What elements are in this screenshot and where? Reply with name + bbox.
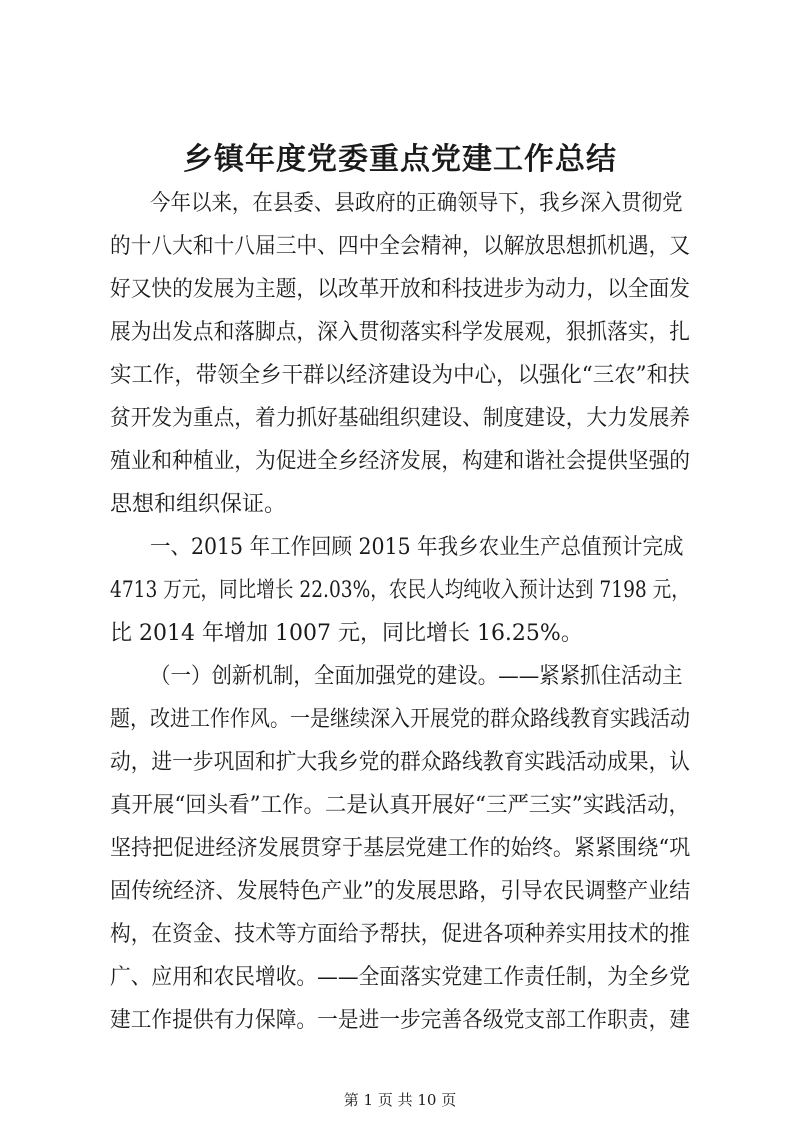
paragraph-line: 固传统经济、发展特色产业”的发展思路，引导农民调整产业结 xyxy=(110,879,691,904)
paragraph-line: 的十八大和十八届三中、四中全会精神，以解放思想抓机遇，又 xyxy=(110,234,691,259)
paragraph-line: 今年以来，在县委、县政府的正确领导下，我乡深入贯彻党 xyxy=(150,191,683,216)
paragraph-line: 4713 万元，同比增长 22.03%，农民人均纯收入预计达到 7198 元， xyxy=(110,578,690,603)
paragraph-line: 贫开发为重点，着力抓好基础组织建设、制度建设，大力发展养 xyxy=(110,406,691,431)
paragraph-line: 思想和组织保证。 xyxy=(110,492,287,517)
paragraph-line: 题，改进工作作风。一是继续深入开展党的群众路线教育实践活动 xyxy=(110,707,691,732)
paragraph-line: 殖业和种植业，为促进全乡经济发展，构建和谐社会提供坚强的 xyxy=(110,449,691,474)
paragraph-line: 构，在资金、技术等方面给予帮扶，促进各项种养实用技术的推 xyxy=(110,922,691,947)
paragraph-line: 动，进一步巩固和扩大我乡党的群众路线教育实践活动成果，认 xyxy=(110,750,691,775)
paragraph-line: 比 2014 年增加 1007 元，同比增长 16.25%。 xyxy=(110,621,583,646)
paragraph-line: 好又快的发展为主题，以改革开放和科技进步为动力，以全面发 xyxy=(110,277,691,302)
paragraph-line: 真开展“回头看”工作。二是认真开展好“三严三实”实践活动， xyxy=(110,793,690,818)
paragraph-line: 建工作提供有力保障。一是进一步完善各级党支部工作职责，建 xyxy=(110,1008,691,1033)
paragraph-line: 实工作，带领全乡干群以经济建设为中心，以强化“三农”和扶 xyxy=(110,363,690,388)
page-number-footer: 第 1 页 共 10 页 xyxy=(343,1091,457,1109)
paragraph-line: 坚持把促进经济发展贯穿于基层党建工作的始终。紧紧围绕“巩 xyxy=(110,836,691,861)
paragraph-line: 一、2015 年工作回顾 2015 年我乡农业生产总值预计完成 xyxy=(150,535,684,560)
paragraph-line: 展为出发点和落脚点，深入贯彻落实科学发展观，狠抓落实，扎 xyxy=(110,320,691,345)
paragraph-line: （一）创新机制，全面加强党的建设。——紧紧抓住活动主 xyxy=(150,664,683,689)
document-title: 乡镇年度党委重点党建工作总结 xyxy=(183,142,617,177)
paragraph-line: 广、应用和农民增收。——全面落实党建工作责任制，为全乡党 xyxy=(110,965,691,990)
